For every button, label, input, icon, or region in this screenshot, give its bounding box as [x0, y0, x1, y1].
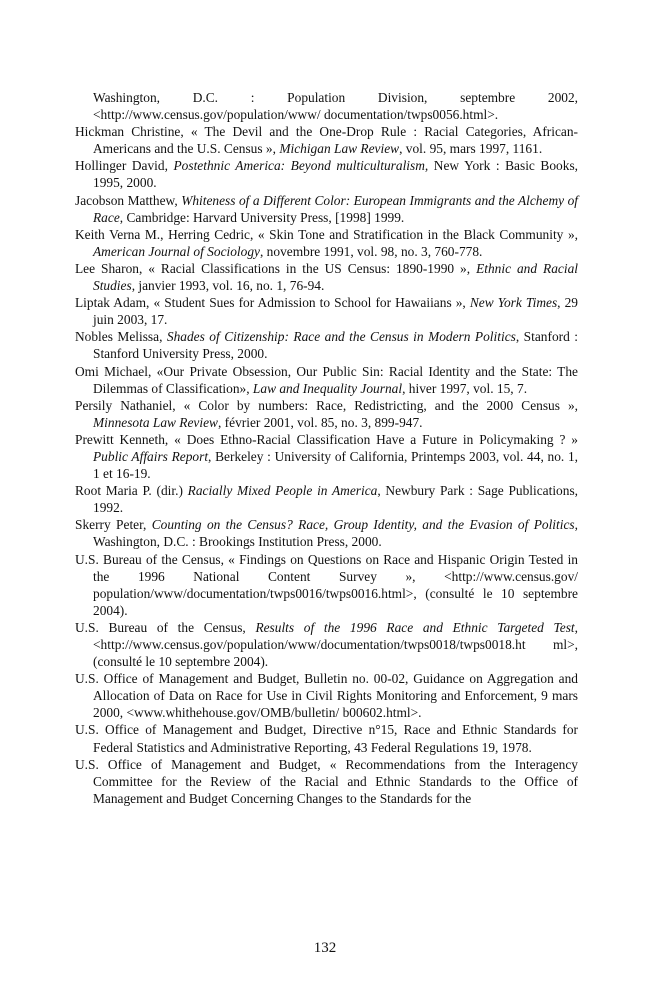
- reference-title: Postethnic America: Beyond multiculturalism,: [173, 158, 429, 174]
- reference-title: Minnesota Law Review: [93, 414, 218, 430]
- reference-text: Root Maria P. (dir.): [75, 483, 188, 499]
- reference-title: Shades of Citizenship: Race and the Census in Modern Politics: [166, 329, 516, 345]
- reference-title: Michigan Law Review: [279, 141, 400, 157]
- reference-text: , 29 juin 2003, 17.: [93, 295, 578, 328]
- reference-entry: [75, 619, 578, 670]
- reference-text: Keith Verna M., Herring Cedric, « Skin Tone and Stratification in the Black Community »,: [75, 226, 578, 242]
- reference-title: Results of the 1996 Race and Ethnic Targeted Test: [255, 619, 575, 635]
- reference-text: U.S. Bureau of the Census,: [75, 619, 256, 635]
- reference-entry: [75, 260, 578, 294]
- reference-text: Persily Nathaniel, « Color by numbers: Race, Redistricting, and the 2000 Census »,: [75, 397, 578, 413]
- reference-title: Public Affairs Report: [93, 448, 209, 464]
- reference-title: Ethnic and Racial Studies: [93, 260, 578, 294]
- reference-text: , Washington, D.C. : Brookings Institution Press, 2000.: [93, 517, 578, 550]
- reference-text: Nobles Melissa,: [75, 329, 167, 345]
- reference-text: , Newbury Park : Sage Publications, 1992.: [93, 483, 579, 516]
- reference-entry: [75, 551, 578, 619]
- reference-text: Omi Michael, «Our Private Obsession, Our Public Sin: Racial Identity and the State: The Dilemmas of Classification»,: [75, 363, 578, 396]
- reference-entry: [75, 516, 578, 550]
- reference-title: American Journal of Sociology: [93, 243, 260, 259]
- reference-text: , Stanford : Stanford University Press, 2000.: [93, 329, 578, 362]
- reference-text: , février 2001, vol. 85, no. 3, 899-947.: [217, 414, 423, 430]
- reference-text: , janvier 1993, vol. 16, no. 1, 76-94.: [131, 278, 325, 294]
- reference-entry: [75, 431, 578, 482]
- reference-text: Jacobson Matthew,: [75, 192, 182, 208]
- reference-text: , Berkeley : University of California, Printemps 2003, vol. 44, no. 1, 1 et 16-19.: [93, 448, 579, 482]
- reference-entry: [75, 157, 578, 191]
- reference-entry: [75, 482, 578, 516]
- reference-text: Hollinger David,: [75, 158, 174, 174]
- reference-text: Hickman Christine, « The Devil and the One-Drop Rule : Racial Categories, African-Americans and the U.S. Census »,: [75, 124, 578, 157]
- reference-entry: [75, 89, 578, 123]
- reference-list: [75, 89, 578, 807]
- reference-text: , novembre 1991, vol. 98, no. 3, 760-778.: [259, 243, 483, 259]
- reference-entry: [75, 756, 578, 807]
- page-number: 132: [313, 940, 337, 956]
- reference-text: Washington, D.C. : Population Division, septembre 2002, <http://www.census.gov/population/www/ documentation/twps0056.html>.: [93, 90, 578, 123]
- reference-entry: [75, 363, 578, 397]
- reference-title: Whiteness of a Different Color: European Immigrants and the Alchemy of Race: [93, 192, 578, 225]
- reference-text: Liptak Adam, « Student Sues for Admission to School for Hawaiians »,: [75, 295, 470, 311]
- reference-title: Racially Mixed People in America: [187, 483, 378, 499]
- reference-entry: [75, 192, 578, 226]
- reference-text: U.S. Bureau of the Census, « Findings on Questions on Race and Hispanic Origin Tested in the 1996 National Content Survey », <http://www.census.gov/ population/www/documentation/twps0016/twps0016.html>, (consulté le 10 septembre 2004).: [75, 551, 578, 618]
- reference-entry: [75, 123, 578, 157]
- reference-title: Counting on the Census? Race, Group Identity, and the Evasion of Politics: [151, 517, 575, 533]
- bibliography-page: [75, 89, 578, 807]
- reference-entry: [75, 294, 578, 328]
- reference-text: U.S. Office of Management and Budget, « Recommendations from the Interagency Committee for the Review of the Racial and Ethnic Standards to the Office of Management and Budget Concerning Changes to the Standards for the: [75, 756, 578, 806]
- reference-entry: [75, 328, 578, 362]
- reference-title: Law and Inequality Journal: [252, 380, 403, 396]
- reference-text: U.S. Office of Management and Budget, Directive n°15, Race and Ethnic Standards for Federal Statistics and Administrative Reporting, 43 Federal Regulations 19, 1978.: [75, 722, 578, 755]
- reference-entry: [75, 226, 578, 260]
- reference-text: , Cambridge: Harvard University Press, [1998] 1999.: [119, 209, 405, 225]
- reference-text: , hiver 1997, vol. 15, 7.: [402, 380, 528, 396]
- reference-text: , <http://www.census.gov/population/www/documentation/twps0018/twps0018.ht ml>, (consulté le 10 septembre 2004).: [93, 619, 578, 670]
- reference-text: Prewitt Kenneth, « Does Ethno-Racial Classification Have a Future in Policymaking ? »: [75, 431, 578, 447]
- reference-entry: [75, 721, 578, 755]
- reference-entry: [75, 397, 578, 431]
- reference-text: Skerry Peter,: [75, 517, 152, 533]
- reference-text: New York : Basic Books, 1995, 2000.: [93, 158, 579, 191]
- reference-title: New York Times: [469, 295, 558, 311]
- reference-text: Lee Sharon, « Racial Classifications in the US Census: 1890-1990 »,: [75, 260, 477, 276]
- reference-text: , vol. 95, mars 1997, 1161.: [399, 141, 543, 157]
- reference-entry: [75, 670, 578, 721]
- reference-text: U.S. Office of Management and Budget, Bulletin no. 00-02, Guidance on Aggregation and Allocation of Data on Race for Use in Civil Rights Monitoring and Enforcement, 9 mars 2000, <www.whithehouse.gov/OMB/bulletin/ b00602.html>.: [75, 671, 578, 721]
